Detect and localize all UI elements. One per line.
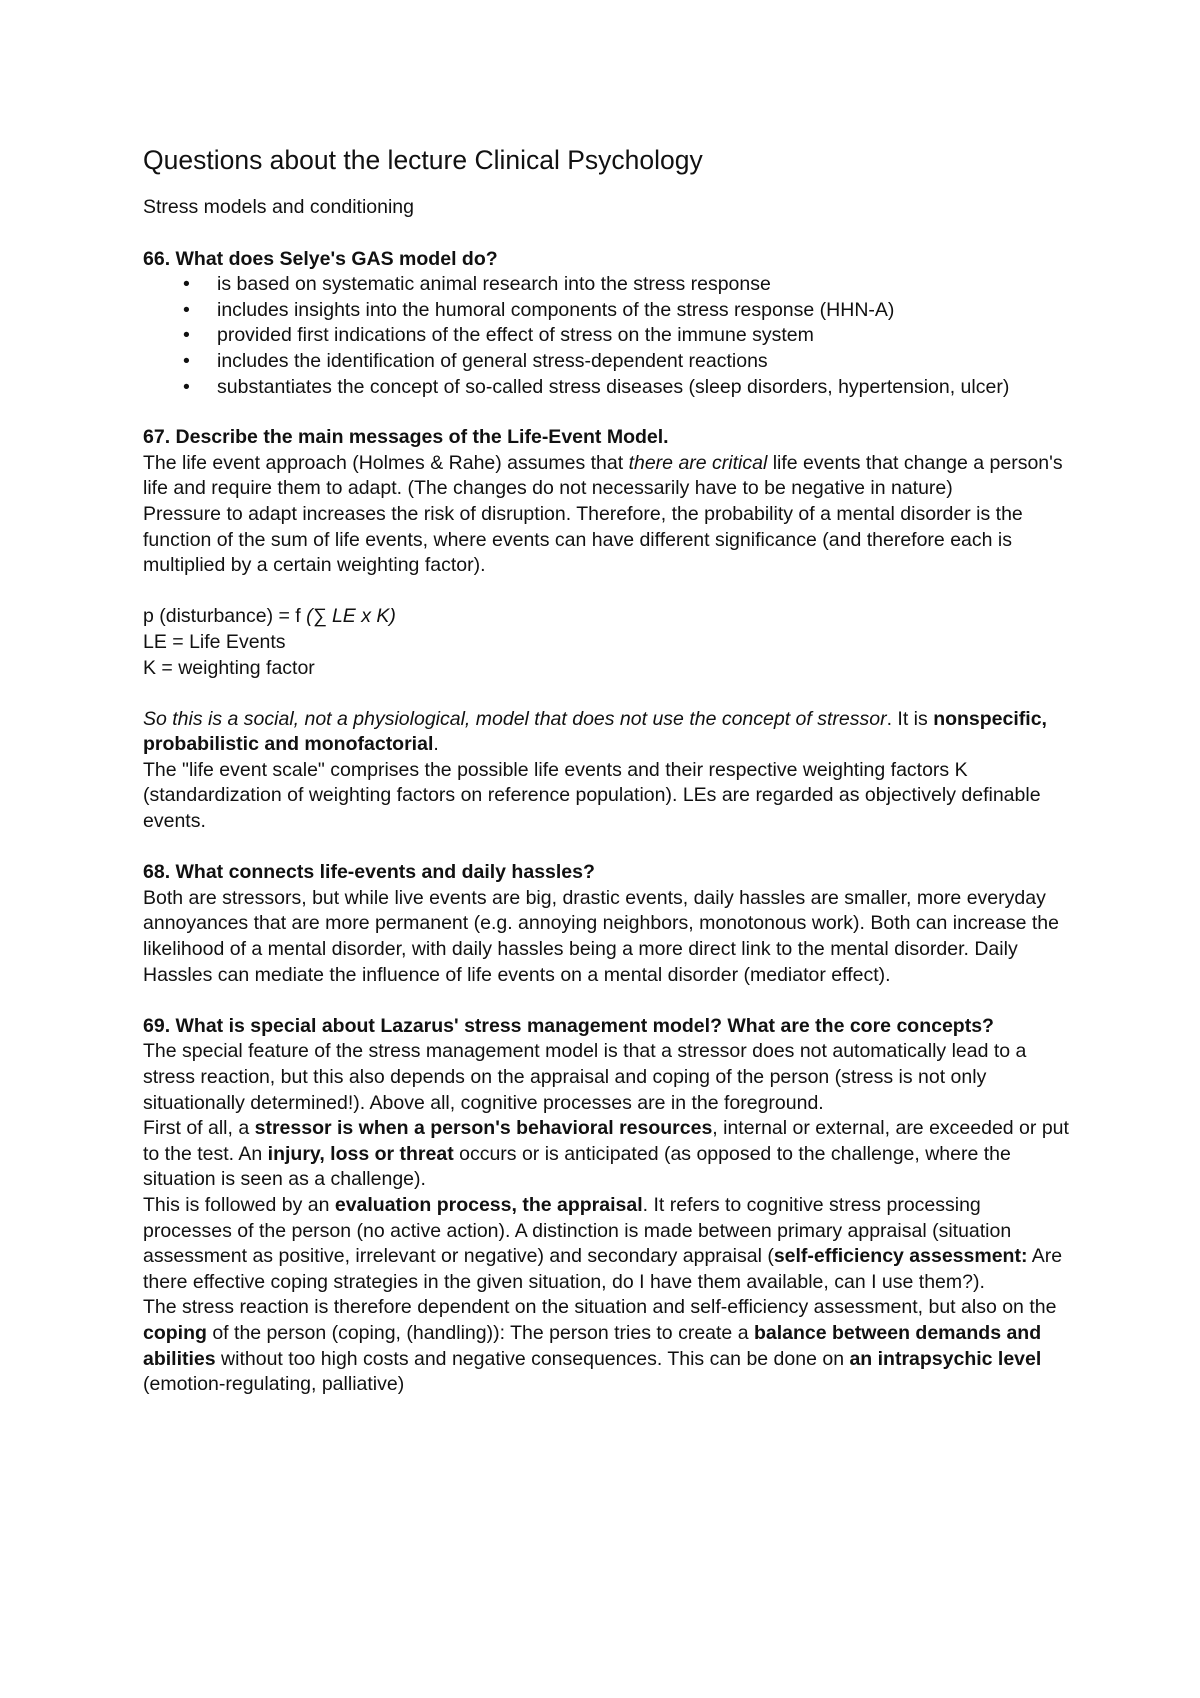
spacer — [143, 579, 1073, 605]
text-run: p (disturbance) = f — [143, 605, 307, 628]
bold-run: an intrapsychic level — [849, 1347, 1042, 1370]
text-run: without too high costs and negative consequences. This can be done on — [215, 1347, 850, 1370]
text-run: . It refers to cognitive stress processing processes of the person (no active action). A distinction is made between primary appraisal (situation assessment as positive, irrelevant or negative) and secondary appraisal ( — [143, 1193, 1012, 1268]
question-66-bullet-list — [143, 272, 1073, 400]
list-item: • includes the identification of general stress-dependent reactions — [143, 349, 1073, 375]
document-title: Questions about the lecture Clinical Psychology — [143, 145, 703, 175]
text-run: This is followed by an — [143, 1193, 335, 1216]
question-69-heading: 69. What is special about Lazarus' stress management model? What are the core concepts? — [143, 1014, 994, 1037]
formula — [143, 604, 1073, 630]
document-subtitle: Stress models and conditioning — [143, 196, 414, 218]
question-67-paragraph-3 — [143, 707, 1073, 758]
question-67-paragraph-2: Pressure to adapt increases the risk of disruption. Therefore, the probability of a mental disorder is the function of the sum of life events, where events can have different significance (and therefore each is multiplied by a certain weighting factor). — [143, 502, 1023, 577]
spacer — [143, 988, 1073, 1014]
question-68-heading: 68. What connects life-events and daily hassles? — [143, 861, 595, 884]
bold-run: stressor is when a person's behavioral resources — [254, 1117, 713, 1140]
question-66-heading: 66. What does Selye's GAS model do? — [143, 247, 498, 270]
text-run: occurs or is anticipated (as opposed to the challenge, where the situation is seen as a challenge). — [143, 1142, 1011, 1191]
spacer — [143, 835, 1073, 861]
text-run: (emotion-regulating, palliative) — [143, 1373, 405, 1396]
formula-definition-k: K = weighting factor — [143, 656, 315, 679]
question-69-paragraph-2 — [143, 1116, 1073, 1193]
list-item: • is based on systematic animal research into the stress response — [143, 272, 1073, 298]
text-run: The stress reaction is therefore dependent on the situation and self-efficiency assessment, but also on the — [143, 1296, 1057, 1319]
text-run: . — [433, 733, 439, 756]
bold-run: self-efficiency assessment: — [773, 1245, 1028, 1268]
question-67-paragraph-4: The "life event scale" comprises the possible life events and their respective weighting factors K (standardization of weighting factors on reference population). LEs are regarded as objectively definable events. — [143, 758, 1041, 833]
bold-run: coping — [143, 1321, 207, 1344]
text-run: First of all, a — [143, 1117, 255, 1140]
question-67-paragraph-1 — [143, 451, 1073, 502]
italic-run: (∑ LE x K) — [306, 605, 396, 628]
bold-run: evaluation process, the appraisal — [334, 1193, 643, 1216]
bold-run: nonspecific, probabilistic and monofactorial — [143, 707, 1047, 756]
text-run: of the person (coping, (handling)): The person tries to create a — [206, 1321, 754, 1344]
spacer — [143, 681, 1073, 707]
text-run: , internal or external, are exceeded or put to the test. An — [143, 1117, 1069, 1165]
text-run: The life event approach (Holmes & Rahe) assumes that — [143, 451, 629, 474]
list-item: • includes insights into the humoral components of the stress response (HHN-A) — [143, 298, 1073, 324]
document-body — [143, 143, 1073, 1398]
list-item: • substantiates the concept of so-called stress diseases (sleep disorders, hypertension, ulcer) — [143, 375, 1073, 401]
italic-run: So this is a social, not a physiological, model that does not use the concept of stressor — [143, 707, 887, 730]
text-run: life events that change a person's life and require them to adapt. (The changes do not necessarily have to be negative in nature) — [143, 451, 1063, 500]
question-69-paragraph-1: The special feature of the stress management model is that a stressor does not automatically lead to a stress reaction, but this also depends on the appraisal and coping of the person (stress is not only situationally determined!). Above all, cognitive processes are in the foreground. — [143, 1040, 1027, 1114]
text-run: . It is — [886, 707, 934, 730]
formula-definition-le: LE = Life Events — [143, 630, 286, 653]
text-run: Are there effective coping strategies in the given situation, do I have them available, can I use them?). — [143, 1245, 1063, 1293]
question-69-paragraph-4 — [143, 1295, 1073, 1397]
list-item: • provided first indications of the effect of stress on the immune system — [143, 323, 1073, 349]
bold-run: balance between demands and abilities — [143, 1321, 1042, 1370]
question-68-paragraph-1: Both are stressors, but while live events are big, drastic events, daily hassles are smaller, more everyday annoyances that are more permanent (e.g. annoying neighbors, monotonous work). Both can increase the likelihood of a mental disorder, with daily hassles being a more direct link to the mental disorder. Daily Hassles can mediate the influence of life events on a mental disorder (mediator effect). — [143, 886, 1059, 986]
question-67-heading: 67. Describe the main messages of the Life-Event Model. — [143, 426, 669, 449]
bold-run: injury, loss or threat — [267, 1142, 454, 1165]
italic-run: there are critical — [628, 451, 768, 474]
question-69-paragraph-3 — [143, 1193, 1073, 1295]
